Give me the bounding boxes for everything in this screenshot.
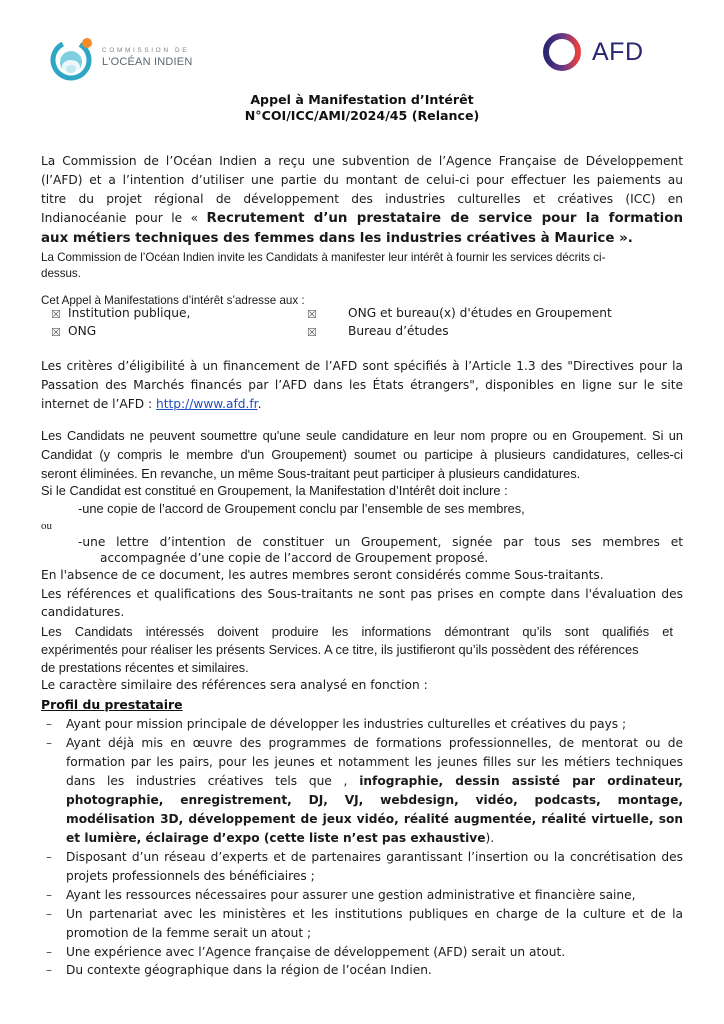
checkbox-institution-publique[interactable]: ☒ bbox=[51, 308, 61, 321]
intro-line-4 bbox=[41, 209, 683, 228]
skills-list-bold: infographie, dessin assisté par ordinateur, bbox=[359, 774, 683, 788]
checkbox-ong[interactable]: ☒ bbox=[51, 326, 61, 339]
profile-bullet-5-line-2: promotion de la femme serait un atout ; bbox=[66, 926, 312, 940]
refs-line-1: Les références et qualifications des Sous-traitants ne sont pas prises en compte dans l'évaluation des bbox=[41, 587, 683, 601]
bullet-dash: – bbox=[46, 945, 52, 959]
afd-website-link[interactable]: http://www.afd.fr bbox=[156, 397, 258, 411]
skills-list-bold-3: modélisation 3D, développement de jeux vidéo, réalité augmentée, réalité virtuelle, son bbox=[66, 812, 683, 826]
candidates-line-2: Candidat (y compris le membre d'un Groupement) soumet ou participe à plusieurs candidatures, celles-ci bbox=[41, 447, 683, 462]
afd-wordmark: AFD bbox=[592, 37, 644, 66]
absence-note: En l'absence de ce document, les autres membres seront considérés comme Sous-traitants. bbox=[41, 568, 604, 582]
groupement-item-2-line-2: accompagnée d’une copie de l’accord de Groupement proposé. bbox=[100, 551, 489, 565]
intro-line-4-prefix: Indianocéanie pour le « bbox=[41, 211, 207, 225]
refs-line-2: candidatures. bbox=[41, 605, 125, 619]
bullet-dash: – bbox=[46, 888, 52, 902]
eligibility-line-3-prefix: internet de l’AFD : bbox=[41, 397, 157, 411]
bullet-dash: – bbox=[46, 850, 52, 864]
eligibility-line-3-suffix: . bbox=[257, 397, 262, 411]
profile-bullet-7: Du contexte géographique dans la région de l’océan Indien. bbox=[66, 963, 432, 977]
profile-bullet-2-line-1: Ayant déjà mis en œuvre des programmes de formations professionnelles, de mentorat ou de bbox=[66, 736, 683, 750]
document-title: Appel à Manifestation d’Intérêt bbox=[250, 92, 474, 107]
eligibility-line-1: Les critères d’éligibilité à un financement de l’AFD sont spécifiés à l’Article 1.3 des "Directives pour la bbox=[41, 359, 683, 373]
intro-subject-bold-2: aux métiers techniques des femmes dans les industries créatives à Maurice ». bbox=[41, 231, 633, 246]
profile-bullet-3-line-1: Disposant d’un réseau d’experts et de partenaires garantissant l’insertion ou la concrétisation des bbox=[66, 850, 683, 864]
interested-line-1: Les Candidats intéressés doivent produire les informations démontrant qu’ils sont qualifiés et bbox=[41, 624, 673, 639]
bullet-dash: – bbox=[46, 963, 52, 977]
eligibility-line-2: Passation des Marchés financés par l’AFD dans les États étrangers", disponibles en ligne sur le site bbox=[41, 378, 683, 392]
candidates-line-4: Si le Candidat est constitué en Groupement, la Manifestation d’Intérêt doit inclure : bbox=[41, 483, 508, 498]
coi-wordmark bbox=[102, 48, 192, 69]
groupement-item-2-line-1: -une lettre d’intention de constituer un Groupement, signée par tous ses membres et bbox=[78, 535, 683, 549]
bullet-dash: – bbox=[46, 907, 52, 921]
invite-line-2: dessus. bbox=[41, 267, 81, 280]
eligibility-line-3 bbox=[41, 395, 683, 414]
profile-bullet-1: Ayant pour mission principale de développer les industries culturelles et créatives du pays ; bbox=[66, 717, 627, 731]
coi-wordmark-line2: L'OCÉAN INDIEN bbox=[102, 56, 193, 69]
profile-bullet-3-line-2: projets professionnels des bénéficiaires ; bbox=[66, 869, 315, 883]
checkbox-label-institution-publique: Institution publique, bbox=[68, 306, 191, 320]
groupement-item-1: -une copie de l’accord de Groupement conclu par l’ensemble de ses membres, bbox=[78, 501, 525, 516]
coi-wordmark-line1: COMMISSION DE bbox=[102, 46, 190, 54]
audience-intro: Cet Appel à Manifestations d’intérêt s’adresse aux : bbox=[41, 294, 305, 307]
checkbox-label-bureau-etudes: Bureau d’études bbox=[348, 324, 449, 338]
profile-bullet-2-line-2: formation par les pairs, pour les jeunes et notamment les jeunes filles sur les métiers techniques bbox=[66, 755, 683, 769]
profile-bullet-5-line-1: Un partenariat avec les ministères et les institutions publiques en charge de la culture et de la bbox=[66, 907, 683, 921]
coi-logo bbox=[50, 32, 200, 84]
profile-heading: Profil du prestataire bbox=[41, 697, 183, 712]
intro-subject-bold: Recrutement d’un prestataire de service pour la formation bbox=[206, 211, 683, 226]
profile-bullet-4: Ayant les ressources nécessaires pour assurer une gestion administrative et financière saine, bbox=[66, 888, 636, 902]
candidates-line-3: seront éliminées. En revanche, un même Sous-traitant peut participer à plusieurs candidatures. bbox=[41, 466, 581, 481]
checkbox-label-ong: ONG bbox=[68, 324, 97, 338]
checkbox-label-ong-bureaux-groupement: ONG et bureau(x) d'études en Groupement bbox=[348, 306, 612, 320]
afd-ring-icon bbox=[541, 31, 583, 73]
checkbox-bureau-etudes[interactable]: ☒ bbox=[307, 326, 317, 339]
afd-logo bbox=[541, 31, 644, 73]
profile-bullet-2-line-3-prefix: dans les industries créatives tels que , bbox=[66, 774, 360, 788]
skills-list-bold-4: et lumière, éclairage d’expo (cette liste n’est pas exhaustive bbox=[66, 831, 486, 845]
profile-bullet-2-line-3 bbox=[66, 772, 683, 791]
skills-list-bold-2: photographie, enregistrement, DJ, VJ, webdesign, vidéo, podcasts, montage, bbox=[66, 793, 683, 807]
bullet-dash: – bbox=[46, 717, 52, 731]
invite-line-1: La Commission de l’Océan Indien invite les Candidats à manifester leur intérêt à fournir les services décrits ci- bbox=[41, 251, 606, 264]
or-separator: ou bbox=[41, 520, 52, 532]
interested-line-2: expérimentés pour réaliser les présents Services. A ce titre, ils justifieront qu’ils possèdent des références bbox=[41, 642, 639, 657]
similar-criteria: Le caractère similaire des références sera analysé en fonction : bbox=[41, 678, 428, 692]
intro-line-2: (l’AFD) et a l’intention d’utiliser une partie du montant de celui-ci pour effectuer les paiements au bbox=[41, 173, 683, 187]
candidates-line-1: Les Candidats ne peuvent soumettre qu'une seule candidature en leur nom propre ou en Groupement. Si un bbox=[41, 428, 683, 443]
intro-line-3: titre du projet régional de développement des industries culturelles et créatives (ICC) en bbox=[41, 192, 683, 206]
intro-line-1: La Commission de l’Océan Indien a reçu une subvention de l’Agence Française de Développement bbox=[41, 154, 683, 168]
bullet-dash: – bbox=[46, 736, 52, 750]
profile-bullet-6: Une expérience avec l’Agence française de développement (AFD) serait un atout. bbox=[66, 945, 566, 959]
coi-emblem-icon bbox=[50, 33, 96, 83]
interested-line-3: de prestations récentes et similaires. bbox=[41, 660, 249, 675]
checkbox-ong-bureaux-groupement[interactable]: ☒ bbox=[307, 308, 317, 321]
profile-bullet-2-line-6-suffix: ). bbox=[485, 831, 495, 845]
profile-bullet-2-line-6 bbox=[66, 829, 683, 848]
document-reference: N°COI/ICC/AMI/2024/45 (Relance) bbox=[244, 108, 480, 123]
